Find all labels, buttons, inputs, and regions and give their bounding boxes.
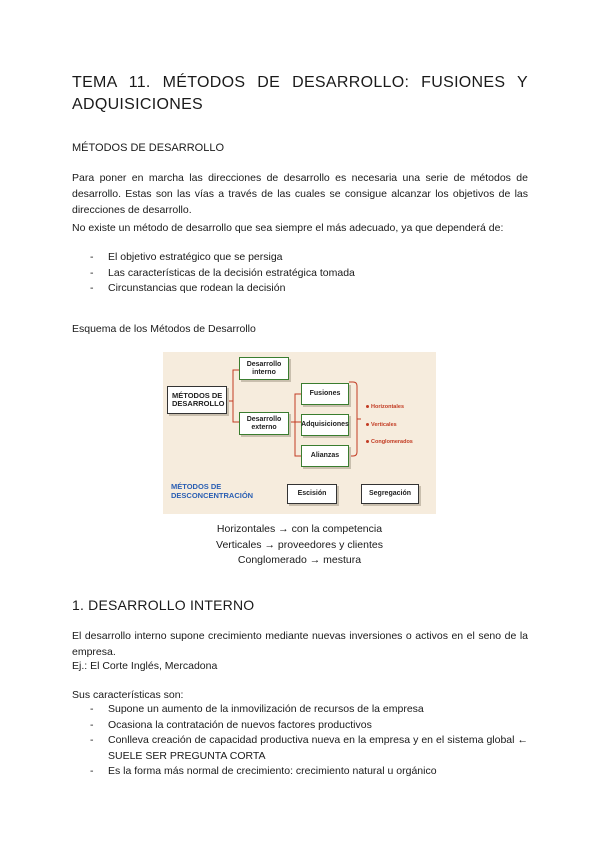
methods-list <box>90 250 528 297</box>
alianzas-label: Alianzas <box>310 452 340 459</box>
escision-box <box>287 484 337 504</box>
alianzas-box <box>301 445 349 467</box>
root-methods-label: MÉTODOS DE DESARROLLO <box>172 391 225 408</box>
bullet-icon <box>366 405 369 408</box>
diagram-caption: Esquema de los Métodos de Desarrollo <box>72 323 256 335</box>
diagram-notes <box>163 522 436 569</box>
note-line: Horizontales → con la competencia <box>216 523 383 535</box>
list-item: - Circunstancias que rodean la decisión <box>90 281 528 297</box>
list-item: - Conlleva creación de capacidad productiva nueva en la empresa y en el sistema global ← SUELE SER PREGUNTA CORTA <box>90 733 528 764</box>
adquisiciones-label: Adquisiciones <box>301 421 349 428</box>
list-item: - Es la forma más normal de crecimiento: crecimiento natural u orgánico <box>90 764 528 780</box>
adquisiciones-box <box>301 414 349 436</box>
type-conglomerados <box>366 439 413 445</box>
internal-paragraph-1: El desarrollo interno supone crecimiento mediante nuevas inversiones o activos en el seno de la empresa. <box>72 630 528 658</box>
type-label: Horizontales <box>371 404 405 410</box>
methods-paragraph-1: Para poner en marcha las direcciones de desarrollo es necesaria una serie de métodos de desarrollo. Estas son las vías a través de las cuales se consigue alcanzar los objetivos de las direcciones de desarrollo. <box>72 172 528 216</box>
external-development-box <box>239 412 289 435</box>
external-development-label: Desarrollo externo <box>246 415 282 431</box>
internal-list <box>90 702 528 780</box>
internal-example: Ej.: El Corte Inglés, Mercadona <box>72 660 218 672</box>
root-methods-box <box>167 386 227 414</box>
segregacion-box <box>361 484 419 504</box>
type-horizontales <box>366 404 404 410</box>
segregacion-label: Segregación <box>368 490 411 497</box>
fusiones-label: Fusiones <box>309 390 341 397</box>
internal-development-box <box>239 357 289 380</box>
bullet-icon <box>366 440 369 443</box>
internal-paragraph-2: Sus características son: <box>72 689 184 701</box>
type-label: Conglomerados <box>371 439 413 445</box>
title-line-1: TEMA 11. MÉTODOS DE DESARROLLO: FUSIONES Y <box>72 74 528 91</box>
internal-development-label: Desarrollo interno <box>246 360 282 376</box>
list-item: - Supone un aumento de la inmovilización de recursos de la empresa <box>90 702 528 718</box>
type-label: Verticales <box>371 422 397 428</box>
type-verticales <box>366 422 397 428</box>
methods-heading: MÉTODOS DE DESARROLLO <box>72 142 224 154</box>
title-line-2: ADQUISICIONES <box>72 96 204 113</box>
note-line: Verticales → proveedores y clientes <box>216 538 383 551</box>
fusiones-box <box>301 383 349 405</box>
list-item: - Las características de la decisión estratégica tomada <box>90 266 528 282</box>
note-line: Conglomerado → mestura <box>237 554 362 566</box>
methods-paragraph-2: No existe un método de desarrollo que sea siempre el más adecuado, ya que dependerá de: <box>72 222 504 234</box>
list-item: - Ocasiona la contratación de nuevos factores productivos <box>90 718 528 734</box>
deconcentration-title: MÉTODOS DE DESCONCENTRACIÓN <box>171 482 254 500</box>
document-title <box>72 72 528 116</box>
bullet-icon <box>366 423 369 426</box>
internal-heading: 1. DESARROLLO INTERNO <box>72 597 255 613</box>
list-item: - El objetivo estratégico que se persiga <box>90 250 528 266</box>
escision-label: Escisión <box>297 490 327 497</box>
methods-diagram <box>163 352 436 514</box>
